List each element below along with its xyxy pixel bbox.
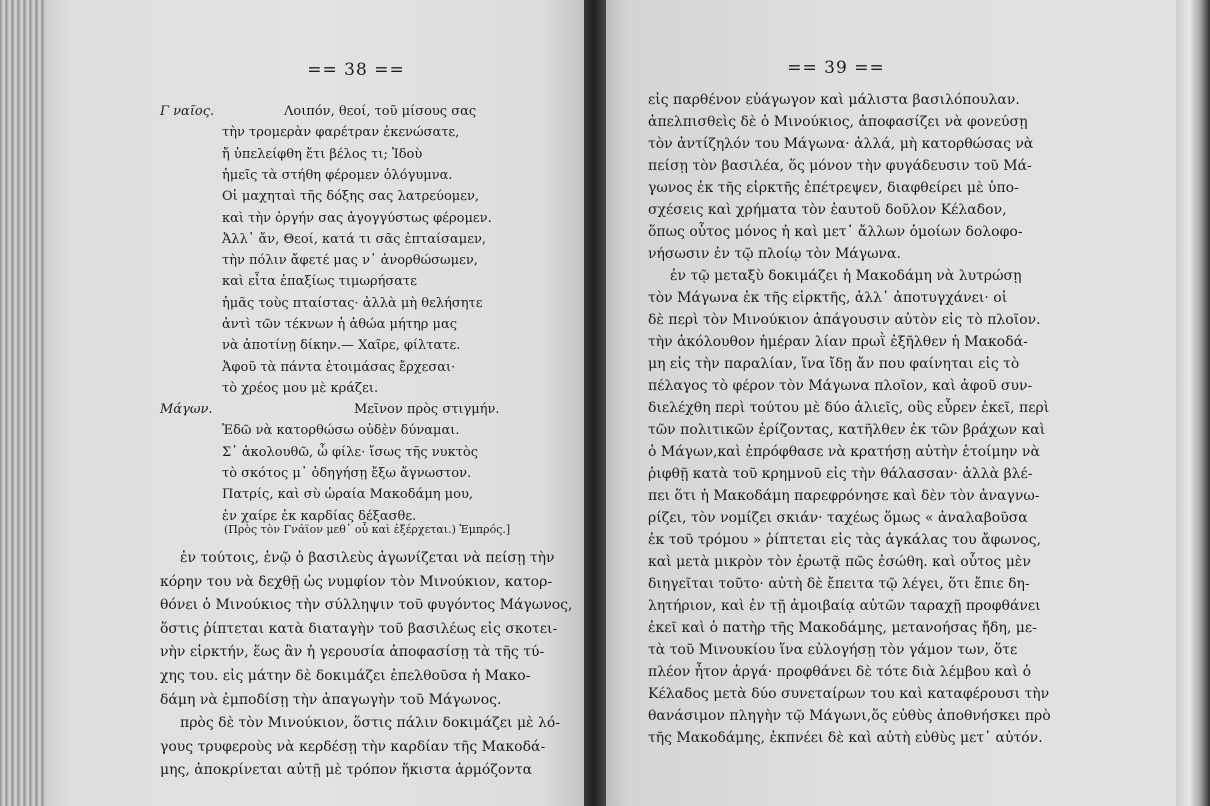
prose-line: πείσῃ τὸν βασιλέα, ὅς μόνον τὴν φυγάδευσιν τοῦ Μά- — [648, 158, 1032, 174]
prose-line: διελέχθη περὶ τούτου μὲ δύο ἁλιεῖς, οὓς εὗρεν ἐκεῖ, περὶ — [648, 400, 1050, 416]
prose-line: ὅστις ῥίπτεται κατὰ διαταγὴν τοῦ βασιλέως εἰς σκοτει- — [160, 620, 558, 637]
prose-line: ἐκεῖ καὶ ὁ πατὴρ τῆς Μακοδάμης, μετανοήσας ἤδη, με- — [648, 620, 1037, 636]
prose-line: Κέλαδος μετὰ δύο συνεταίρων του καὶ καταφέρουσι τὴν — [648, 686, 1050, 702]
prose-line: μης, ἀποκρίνεται αὐτῇ μὲ τρόπον ἥκιστα ἁρμόζοντα — [160, 762, 533, 779]
prose-line: πέλαγος τὸ φέρον τὸν Μάγωνα πλοῖον, καὶ ἀφοῦ συν- — [648, 378, 1033, 394]
prose-line: ρίζει, τὸν νομίζει σκιάν· ταχέως ὅμως « ἀναλαβοῦσα — [648, 510, 1028, 526]
verse-line: ἀντὶ τῶν τέκνων ἡ ἀθώα μήτηρ μας — [222, 317, 458, 332]
verse-line: νὰ ἀποτίνῃ δίκην.— Χαῖρε, φίλτατε. — [222, 338, 461, 354]
prose-line: ἐκ τοῦ τρόμου » ῥίπτεται εἰς τὰς ἀγκάλας του ἄφωνος, — [648, 532, 1042, 548]
prose-line: ἀπελπισθεὶς δὲ ὁ Μινούκιος, ἀποφασίζει νὰ φονεύσῃ — [648, 114, 1028, 130]
prose-line: νήσωσιν ἐν τῷ πλοίῳ τὸν Μάγωνα. — [648, 246, 901, 262]
verse-line: ἡμᾶς τοὺς πταίστας· ἀλλὰ μὴ θελήσητε — [222, 295, 483, 311]
prose-line: ῥιφθῇ κατὰ τοῦ κρημνοῦ εἰς τὴν θάλασσαν· ἀλλὰ βλέ- — [648, 466, 1033, 482]
prose-line: ὅπως οὗτος μόνος ἡ καὶ μετ᾽ ἄλλων ὁμοίων δολοφο- — [648, 224, 1023, 240]
prose-line: θανάσιμον πληγὴν τῷ Μάγωνι,ὅς εὐθὺς ἀποθνήσκει πρὸ — [648, 708, 1051, 724]
verse-line: τὸ σκότος μ᾽ ὁδηγήσῃ ἔξω ἄγνωστον. — [222, 465, 472, 481]
speaker-magon: Μάγων. — [160, 402, 213, 417]
prose-line: πει ὅτι ἡ Μακοδάμη παρεφρόνησε καὶ δὲν τὸν ἀναγνω- — [648, 488, 1040, 504]
verse-line: Λοιπόν, θεοί, τοῦ μίσους σας — [284, 104, 477, 119]
stage-direction: (Πρὸς τὸν Γνάϊον μεθ᾽ οὗ καὶ ἐξέρχεται.) Ἐμπρός.] — [224, 523, 511, 536]
prose-line: λητήριον, καὶ ἐν τῇ ἀμοιβαίᾳ αὐτῶν ταραχῇ προφθάνει — [648, 598, 1041, 614]
verse-line: τὴν πόλιν ἄφετέ μας ν᾽ ἀνορθώσωμεν, — [222, 253, 478, 269]
prose-line: σχέσεις καὶ χρήματα τὸν ἑαυτοῦ δοῦλον Κέλαδον, — [648, 202, 1007, 218]
book-gutter — [584, 0, 606, 806]
prose-line: ἐν τῷ μεταξὺ δοκιμάζει ἡ Μακοδάμη νὰ λυτρώσῃ — [670, 268, 1022, 284]
prose-line: ὁ Μάγων,καὶ ἐπρόφθασε νὰ κρατήσῃ αὐτὴν ἑτοίμην νὰ — [648, 444, 1040, 460]
prose-line: κόρην του νὰ δεχθῇ ὡς νυμφίον τὸν Μινούκιον, κατορ- — [160, 573, 553, 590]
right-page — [606, 0, 1176, 806]
verse-line: ἤ ὑπελείφθη ἔτι βέλος τι; Ἰδοὺ — [222, 146, 423, 162]
right-page-number: == 39 == — [787, 58, 885, 78]
prose-line: χης του. εἰς μάτην δὲ δοκιμάζει ἐπελθοῦσα ἡ Μακο- — [160, 668, 531, 684]
verse-line: ἡμεῖς τὰ στήθη φέρομεν ὁλόγυμνα. — [222, 167, 453, 183]
left-page-edges — [0, 0, 46, 806]
prose-line: θόνει ὁ Μινούκιος τὴν σύλληψιν τοῦ φυγόντος Μάγωνος, — [160, 597, 573, 614]
prose-line: ἐν τούτοις, ἐνῷ ὁ βασιλεὺς ἀγωνίζεται νὰ πείσῃ τὴν — [180, 550, 555, 566]
prose-line: τῆς Μακοδάμης, ἐκπνέει δὲ καὶ αὐτὴ εὐθὺς μετ᾽ αὐτόν. — [648, 730, 1043, 746]
verse-line: Οἱ μαχηταὶ τῆς δόξης σας λατρεύομεν, — [222, 189, 479, 205]
left-page — [46, 0, 584, 806]
verse-line: τὴν τρομερὰν φαρέτραν ἐκενώσατε, — [222, 125, 460, 141]
prose-line: δάμη νὰ ἐμποδίσῃ τὴν ἀπαγωγὴν τοῦ Μάγωνος. — [160, 691, 502, 708]
prose-line: εἰς παρθένον εὐάγωγον καὶ μάλιστα βασιλόπουλαν. — [648, 92, 1020, 108]
verse-line: Πατρίς, καὶ σὺ ὡραία Μακοδάμη μου, — [222, 487, 473, 503]
verse-line: τὸ χρέος μου μὲ κράζει. — [222, 380, 379, 396]
verse-line: Ἀφοῦ τὰ πάντα ἑτοιμάσας ἔρχεσαι· — [222, 359, 456, 375]
prose-line: πλέον ἦτον ἀργά· προφθάνει δὲ τότε διὰ λέμβου καὶ ὁ — [648, 664, 1032, 680]
verse-line: Ἀλλ᾽ ἄν, Θεοί, κατά τι σᾶς ἐπταίσαμεν, — [222, 231, 486, 247]
prose-line: τὰ τοῦ Μινουκίου ἵνα εὐλογήσῃ τὸν γάμον των, ὅτε — [648, 642, 1018, 658]
speaker-gnaios: Γ ναῖος. — [160, 104, 215, 119]
prose-line: νὴν εἱρκτήν, ἕως ἂν ἡ γερουσία ἀποφασίσῃ τὰ τῆς τύ- — [160, 644, 545, 661]
prose-line: διηγεῖται τοῦτο· αὐτὴ δὲ ἔπειτα τῷ λέγει, ὅτι ἔπιε δη- — [648, 576, 1030, 592]
verse-line: καὶ εἶτα ἐπαξίως τιμωρήσατε — [222, 274, 417, 290]
prose-line: γους τρυφεροὺς νὰ κερδέσῃ τὴν καρδίαν τῆς Μακοδά- — [160, 738, 546, 755]
left-page-number: == 38 == — [307, 60, 405, 80]
right-page-edges — [1176, 0, 1210, 806]
prose-line: τὴν ἀκόλουθον ἡμέραν λίαν πρωῒ ἐξῆλθεν ἡ Μακοδά- — [648, 334, 1028, 350]
verse-line: Σ᾽ ἀκολουθῶ, ὦ φίλε· ἴσως τῆς νυκτὸς — [222, 444, 478, 460]
prose-line: τῶν πολιτικῶν ἐρίζοντας, κατῆλθεν ἐκ τῶν βράχων καὶ — [648, 422, 1046, 438]
prose-line: γωνος ἐκ τῆς εἱρκτῆς ἐπέτρεψεν, διαφθείρει μὲ ὑπο- — [648, 180, 1019, 196]
prose-line: μη εἰς τὴν παραλίαν, ἵνα ἴδῃ ἄν που φαίνηται εἰς τὸ — [648, 356, 1020, 372]
prose-line: καὶ μετὰ μικρὸν τὸν ἐρωτᾷ πῶς ἐσώθη. καὶ οὗτος μὲν — [648, 554, 1031, 570]
verse-line: Μεῖνον πρὸς στιγμήν. — [354, 402, 500, 417]
prose-line: τὸν ἀντίζηλόν του Μάγωνα· ἀλλά, μὴ κατορθώσας νὰ — [648, 136, 1034, 152]
verse-line: Ἐδῶ νὰ κατορθώσω οὐδὲν δύναμαι. — [222, 423, 460, 439]
verse-line: καὶ τὴν ὀργήν σας ἀγογγύστως φέρομεν. — [222, 210, 492, 226]
prose-line: τὸν Μάγωνα ἐκ τῆς εἱρκτῆς, ἀλλ᾽ ἀποτυγχάνει· οἱ — [648, 290, 1008, 306]
prose-line: δὲ περὶ τὸν Μινούκιον ἀπάγουσιν αὐτὸν εἰς τὸ πλοῖον. — [648, 312, 1041, 328]
prose-line: πρὸς δὲ τὸν Μινούκιον, ὅστις πάλιν δοκιμάζει μὲ λό- — [180, 715, 561, 732]
verse-line: ἐν χαίρε ἐκ καρδίας δέξασθε. — [222, 508, 417, 524]
